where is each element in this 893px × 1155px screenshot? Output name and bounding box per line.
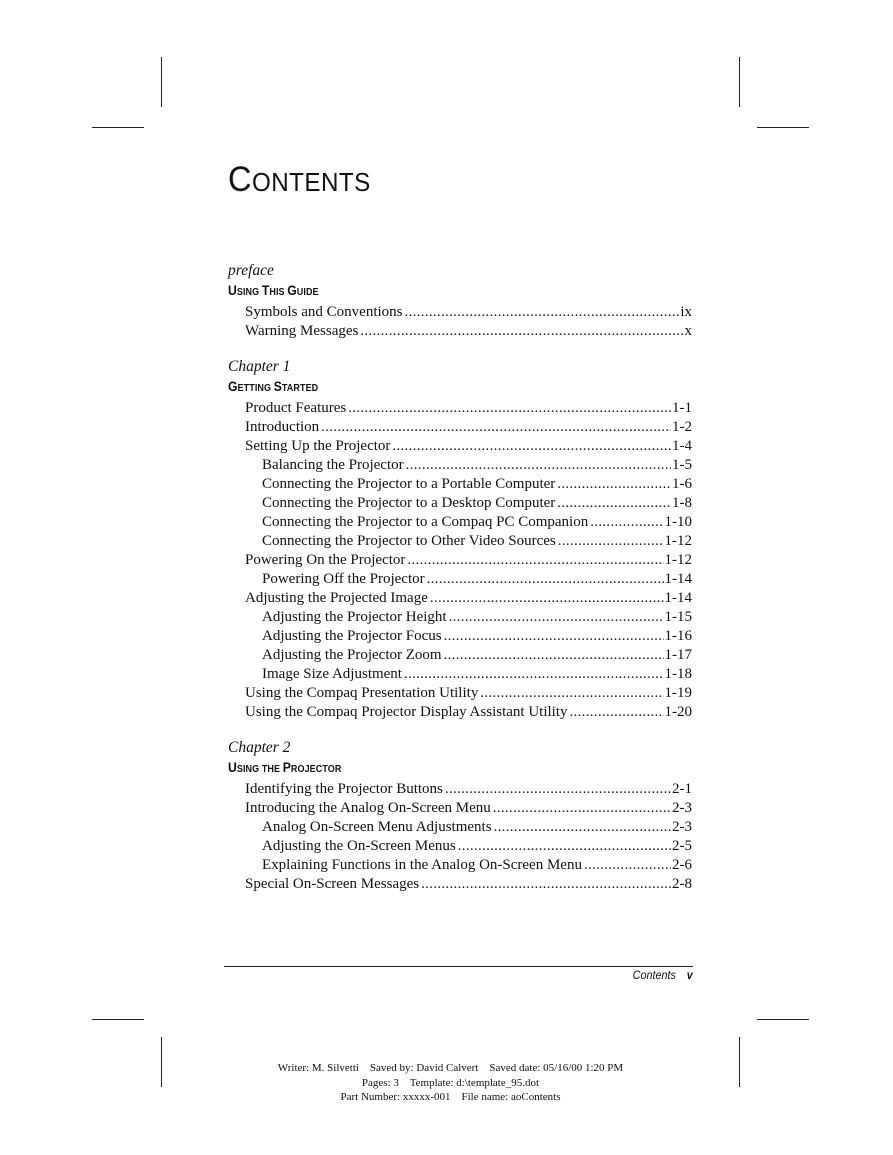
entry-title: Connecting the Projector to a Compaq PC Companion: [262, 514, 589, 530]
toc-entry[interactable]: [228, 418, 692, 437]
section-heading: [228, 280, 646, 301]
chapter-label: preface: [228, 262, 274, 279]
toc-entry[interactable]: [228, 437, 692, 456]
entry-page-number: 1-20: [664, 704, 692, 720]
dot-leader: [405, 303, 680, 322]
heading-small-caps: ROJECTOR: [290, 764, 342, 775]
toc-entry[interactable]: [228, 703, 692, 722]
dot-leader: [494, 818, 671, 837]
entry-title: Using the Compaq Projector Display Assistant Utility: [245, 704, 568, 720]
dot-leader: [360, 322, 683, 341]
dot-leader: [404, 665, 664, 684]
entry-title: Adjusting the Projector Height: [262, 609, 447, 625]
chapter-label: Chapter 1: [228, 358, 291, 375]
dot-leader: [430, 589, 664, 608]
toc-entry[interactable]: [228, 837, 692, 856]
dot-leader: [445, 780, 671, 799]
crop-mark-bottom-left-horizontal: [92, 1019, 144, 1020]
crop-mark-top-left-vertical: [161, 57, 162, 107]
dot-leader: [557, 494, 671, 513]
dot-leader: [444, 646, 664, 665]
heading-initial: G: [287, 283, 297, 298]
toc-entry[interactable]: [228, 875, 692, 894]
entry-page-number: 1-16: [664, 628, 692, 644]
entry-title: Explaining Functions in the Analog On-Screen Menu: [262, 857, 582, 873]
entry-page-number: 2-5: [672, 838, 692, 854]
entry-page-number: ix: [680, 304, 692, 320]
heading-small-caps: HIS: [269, 287, 288, 298]
toc-entry[interactable]: [228, 570, 692, 589]
page-title-initial: C: [228, 160, 252, 199]
entry-title: Setting Up the Projector: [245, 438, 391, 454]
dot-leader: [493, 799, 671, 818]
entry-page-number: 2-6: [672, 857, 692, 873]
entry-title: Powering Off the Projector: [262, 571, 425, 587]
dot-leader: [557, 475, 671, 494]
dot-leader: [570, 703, 664, 722]
heading-initial: U: [228, 760, 237, 775]
entry-page-number: 2-8: [672, 876, 692, 892]
page-title: [228, 160, 371, 200]
entry-page-number: 1-17: [664, 647, 692, 663]
entry-title: Connecting the Projector to a Desktop Computer: [262, 495, 556, 511]
entry-title: Identifying the Projector Buttons: [245, 781, 443, 797]
entry-page-number: 1-6: [672, 476, 692, 492]
entry-page-number: 1-1: [672, 400, 692, 416]
toc-entry[interactable]: [228, 551, 692, 570]
document-metadata-line-2: Pages: 3 Template: d:\template_95.dot: [361, 1077, 540, 1089]
entry-title: Adjusting the Projector Focus: [262, 628, 442, 644]
entry-title: Image Size Adjustment: [262, 666, 402, 682]
entry-title: Introducing the Analog On-Screen Menu: [245, 800, 491, 816]
table-of-contents: [228, 261, 692, 910]
dot-leader: [480, 684, 663, 703]
toc-entry[interactable]: [228, 589, 692, 608]
document-metadata-line-1: Writer: M. Silvetti Saved by: David Calvert Saved date: 05/16/00 1:20 PM: [277, 1062, 624, 1074]
toc-entry[interactable]: [228, 456, 692, 475]
footer-page-number: v: [686, 968, 693, 982]
dot-leader: [321, 418, 671, 437]
heading-initial: P: [282, 760, 291, 775]
dot-leader: [449, 608, 664, 627]
entry-page-number: 1-18: [664, 666, 692, 682]
dot-leader: [406, 456, 671, 475]
entry-page-number: 1-4: [672, 438, 692, 454]
entry-title: Adjusting the Projector Zoom: [262, 647, 442, 663]
entry-page-number: 1-8: [672, 495, 692, 511]
toc-entry[interactable]: [228, 475, 692, 494]
footer-rule: [224, 966, 693, 967]
dot-leader: [348, 399, 671, 418]
entry-title: Using the Compaq Presentation Utility: [245, 685, 479, 701]
entry-page-number: 1-5: [672, 457, 692, 473]
heading-initial: T: [261, 283, 270, 298]
crop-mark-top-right-horizontal: [757, 127, 809, 128]
toc-entry[interactable]: [228, 627, 692, 646]
dot-leader: [590, 513, 663, 532]
entry-page-number: 2-3: [672, 819, 692, 835]
heading-small-caps: TARTED: [281, 383, 319, 394]
entry-page-number: 1-19: [664, 685, 692, 701]
toc-entry[interactable]: [228, 818, 692, 837]
dot-leader: [421, 875, 671, 894]
entry-page-number: 2-1: [672, 781, 692, 797]
heading-initial: S: [273, 379, 282, 394]
toc-entry[interactable]: [228, 608, 692, 627]
entry-page-number: 2-3: [672, 800, 692, 816]
toc-entry[interactable]: [228, 665, 692, 684]
entry-title: Adjusting the On-Screen Menus: [262, 838, 456, 854]
heading-small-caps: SING: [236, 287, 262, 298]
toc-entry[interactable]: [228, 532, 692, 551]
toc-entries: [228, 303, 692, 341]
dot-leader: [558, 532, 664, 551]
crop-mark-bottom-right-horizontal: [757, 1019, 809, 1020]
toc-section: [228, 261, 692, 341]
entry-page-number: 1-14: [664, 590, 692, 606]
entry-title: Balancing the Projector: [262, 457, 404, 473]
section-heading: [228, 376, 646, 397]
entry-title: Special On-Screen Messages: [245, 876, 420, 892]
entry-title: Powering On the Projector: [245, 552, 406, 568]
entry-title: Introduction: [245, 419, 320, 435]
document-metadata-line-3: Part Number: xxxxx-001 File name: aoContents: [340, 1091, 561, 1103]
dot-leader: [392, 437, 671, 456]
entry-page-number: 1-12: [664, 533, 692, 549]
entry-title: Symbols and Conventions: [245, 304, 403, 320]
toc-section: [228, 738, 692, 894]
toc-entry[interactable]: [228, 780, 692, 799]
toc-section: [228, 357, 692, 722]
section-heading: [228, 757, 646, 778]
page-title-rest: ONTENTS: [251, 167, 371, 197]
running-footer: [633, 968, 693, 982]
toc-entry[interactable]: [228, 646, 692, 665]
heading-small-caps: ETTING: [237, 383, 274, 394]
entry-title: Adjusting the Projected Image: [245, 590, 428, 606]
dot-leader: [458, 837, 671, 856]
toc-entry[interactable]: [228, 322, 692, 341]
toc-entry[interactable]: [228, 303, 692, 322]
dot-leader: [444, 627, 664, 646]
entry-page-number: 1-12: [664, 552, 692, 568]
toc-entries: [228, 780, 692, 894]
entry-title: Connecting the Projector to Other Video Sources: [262, 533, 556, 549]
toc-entry[interactable]: [228, 799, 692, 818]
heading-small-caps: UIDE: [296, 287, 319, 298]
chapter-label: Chapter 2: [228, 739, 291, 756]
dot-leader: [407, 551, 663, 570]
entry-page-number: 1-14: [664, 571, 692, 587]
toc-entry[interactable]: [228, 513, 692, 532]
toc-entry[interactable]: [228, 399, 692, 418]
toc-entry[interactable]: [228, 856, 692, 875]
heading-initial: G: [228, 379, 238, 394]
crop-mark-top-left-horizontal: [92, 127, 144, 128]
entry-title: Product Features: [245, 400, 347, 416]
dot-leader: [427, 570, 664, 589]
entry-title: Analog On-Screen Menu Adjustments: [262, 819, 492, 835]
toc-entries: [228, 399, 692, 722]
heading-small-caps: SING THE: [236, 764, 283, 775]
entry-page-number: 1-15: [664, 609, 692, 625]
entry-page-number: 1-10: [664, 514, 692, 530]
heading-initial: U: [228, 283, 237, 298]
entry-title: Warning Messages: [245, 323, 359, 339]
dot-leader: [584, 856, 671, 875]
toc-entry[interactable]: [228, 494, 692, 513]
toc-entry[interactable]: [228, 684, 692, 703]
crop-mark-top-right-vertical: [739, 57, 740, 107]
footer-section-name: Contents: [632, 968, 677, 982]
entry-title: Connecting the Projector to a Portable Computer: [262, 476, 556, 492]
entry-page-number: x: [684, 323, 692, 339]
entry-page-number: 1-2: [672, 419, 692, 435]
